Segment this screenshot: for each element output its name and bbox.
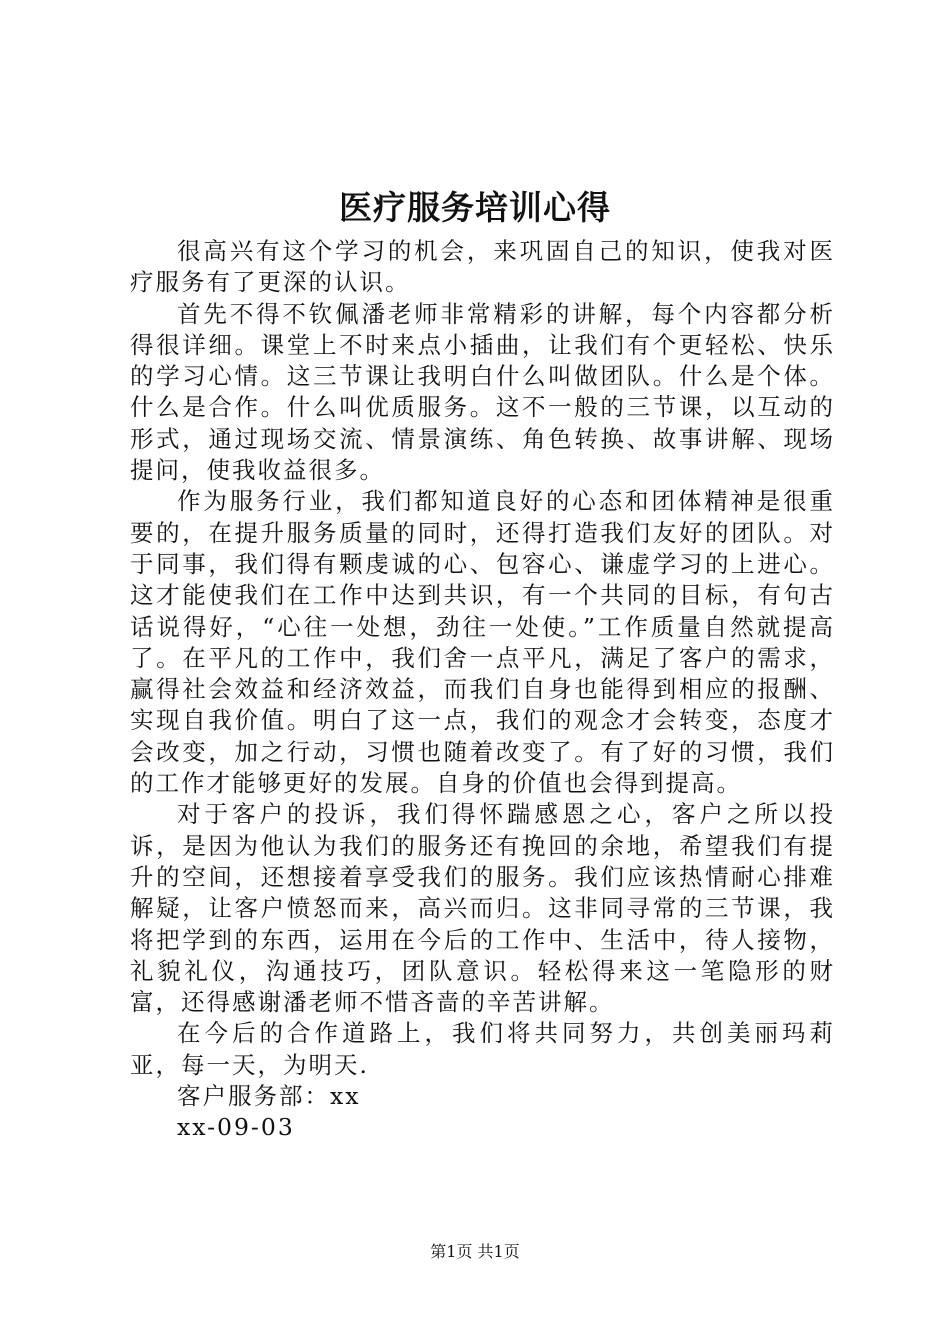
paragraph-teacher: 首先不得不钦佩潘老师非常精彩的讲解，每个内容都分析得很详细。课堂上不时来点小插曲，让我们有个更轻松、快乐的学习心情。这三节课让我明白什么叫做团队。什么是个体。什么是合作。什么叫优质服务。这不一般的三节课，以互动的形式，通过现场交流、情景演练、角色转换、故事讲解、现场提问，使我收益很多。 — [130, 299, 835, 485]
paragraph-complaints: 对于客户的投诉，我们得怀踹感恩之心，客户之所以投诉，是因为他认为我们的服务还有挽回的余地，希望我们有提升的空间，还想接着享受我们的服务。我们应该热情耐心排难解疑，让客户愤怒而来，高兴而归。这非同寻常的三节课，我将把学到的东西，运用在今后的工作中、生活中，待人接物，礼貌礼仪，沟通技巧，团队意识。轻松得来这一笔隐形的财富，还得感谢潘老师不惜吝啬的辛苦讲解。 — [130, 800, 835, 1017]
page-number-footer: 第1页 共1页 — [430, 1242, 520, 1261]
paragraph-future: 在今后的合作道路上，我们将共同努力，共创美丽玛莉亚，每一天，为明天. — [130, 1019, 835, 1079]
paragraph-team: 作为服务行业，我们都知道良好的心态和团体精神是很重要的，在提升服务质量的同时，还得打造我们友好的团队。对于同事，我们得有颗虔诚的心、包容心、谦虚学习的上进心。这才能使我们在工作中达到共识，有一个共同的目标，有句古话说得好，“心往一处想，劲往一处使。”工作质量自然就提高了。在平凡的工作中，我们舍一点平凡，满足了客户的需求，赢得社会效益和经济效益，而我们自身也能得到相应的报酬、实现自我价值。明白了这一点，我们的观念才会转变，态度才会改变，加之行动，习惯也随着改变了。有了好的习惯，我们的工作才能够更好的发展。自身的价值也会得到提高。 — [130, 487, 835, 798]
date-line: xx-09-03 — [177, 1113, 295, 1142]
document-body — [130, 236, 835, 1144]
paragraph-intro: 很高兴有这个学习的机会，来巩固自己的知识，使我对医疗服务有了更深的认识。 — [130, 237, 835, 297]
signature-line: 客户服务部：xx — [177, 1082, 361, 1111]
document-title: 医疗服务培训心得 — [339, 188, 611, 227]
